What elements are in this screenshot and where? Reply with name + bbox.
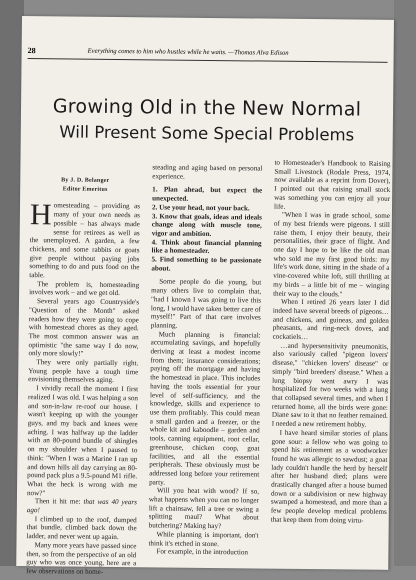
paragraph: I vividly recall the moment I first realized I was old. I was helping a son and son-in-law re-roof our house. I wasn't keeping up with the younger guys, and my back and knees were aching. I was halfway up the ladder with an 80-pound bundle of shingles on my shoulder when I paused to think: "When I was a Marine I ran up and down hills all day carrying an 80-pound pack plus a 9.5-pound M1 rifle. What the heck is wrong with me now?" xyxy=(26,384,139,497)
paragraph: While planning is important, don't think it's etched in stone. xyxy=(148,530,259,548)
paragraph xyxy=(27,497,137,516)
paragraph: Much planning is financial: accumulating savings, and hopefully deriving at least a modest income from them; insurance considerations; paying off the mortgage and having the homestead in place. This includes having the tools essential for your level of self-sufficiency, and the knowledge, skills and experience to use them profitably. This could mean a small garden and a freezer, or the whole kit and kaboodle – garden and tools, canning equipment, root cellar, greenhouse, chicken coop, goat facilities, and all the essential peripherals. These obviously must be addressed long before your retirement party. xyxy=(149,330,261,487)
column-3 xyxy=(271,159,391,526)
page-number: 28 xyxy=(27,46,36,56)
paragraph: "When I was in grade school, some of my best friends were pigeons. I still raise them, I enjoy their beauty, their personalities, their grace of flight. And one day I hope to be like the old man who sold me my first good birds: my life's work done, sitting in the shade of a vine-covered white loft, still thrilling at my birds – a little bit of me – winging their way to the clouds." xyxy=(273,210,390,298)
paragraph: I climbed up to the roof, dumped that bundle, climbed back down the ladder, and never went up again. xyxy=(26,514,137,542)
byline-role: Editor Emeritus xyxy=(62,186,108,193)
paragraph-text: Then it hit me: xyxy=(34,497,84,506)
paragraph: They were only partially right. Young people have a tough time envisioning themselves aging. xyxy=(28,358,139,385)
paragraph: For example, in the introduction xyxy=(156,547,249,557)
drop-cap: H xyxy=(29,198,52,232)
paragraph xyxy=(29,198,141,281)
header-quote: Everything comes to him who hustles while he waits. —Thomas Alva Edison xyxy=(87,47,289,57)
byline xyxy=(30,176,140,195)
background-right xyxy=(394,0,416,566)
paragraph: Will you heat with wood? If so, what happens when you can no longer lift a chainsaw, fell a tree or swing a splitting maul? What about butchering? Making hay? xyxy=(148,486,260,531)
paragraph: Several years ago Countryside's "Question of the Month" asked readers how they were going to cope with homestead chores as they aged. The most common answer was an optimistic "the same way I do now, only more slowly!" xyxy=(28,297,140,359)
list-item: 5. Find something to be passionate about. xyxy=(151,255,262,273)
paragraph: steading and aging based on personal experience. xyxy=(152,163,263,181)
magazine-page xyxy=(16,16,394,576)
title-line-1: Growing Old in the New Normal xyxy=(52,95,362,121)
paragraph: The problem is, homesteading involves work – and we get old. xyxy=(29,279,140,298)
paragraph: Many more years have passed since then, so from the perspective of an old guy who was once young, here are a few observations on home- xyxy=(26,540,137,576)
list-item: 2. Use your head, not your back. xyxy=(151,203,250,213)
paragraph: When I retired 26 years later I did indeed have several breeds of pigeons… and chickens, and guineas, and golden pheasants, and ring-neck doves, and cockatiels… xyxy=(272,297,390,342)
emphasis-text: that was 40 years ago! xyxy=(26,497,137,515)
column-1 xyxy=(26,176,140,577)
paragraph: …and hypersensitivity pneumonitis, also variously called "pigeon lovers' disease," "chicken lovers' disease" or simply "bird breeders' disease." When a lung biopsy went awry I was hospitalized for two weeks with a lung that collapsed several times, and when I returned home, all the birds were gone: Diane saw to it that no feather remained. I needed a new retirement hobby. xyxy=(271,341,389,429)
paragraph-text: omesteading – providing as many of your own needs as possible – has always made sense for retirees as well as the unemployed. A garden, a few chickens, and some rabbits or goats give people without paying jobs something to do and puts food on the table. xyxy=(29,201,141,280)
list-item: 3. Know that goals, ideas and ideals change along with muscle tone, vigor and ambition. xyxy=(151,211,262,238)
byline-author: By J. D. Belanger xyxy=(61,177,110,184)
article-title xyxy=(33,94,382,148)
paragraph: Some people do die young, but many others live to complain that, "had I known I was going to live this long, I would have taken better care of myself!" Part of that care involves planning. xyxy=(150,277,262,330)
column-2 xyxy=(148,163,262,557)
paragraph: I have heard similar stories of plans gone sour: a fellow who was going to spend his retirement as a woodworker found he was allergic to sawdust; a goat lady couldn't handle the herd by herself after her husband died; plans were drastically changed after a house burned down or a subdivision or new highway swamped a homestead, and more than a few people develop medical problems that keep them from doing virtu- xyxy=(270,428,388,525)
title-line-2: Will Present Some Special Problems xyxy=(59,122,355,145)
paragraph: to Homesteader's Handbook to Raising Small Livestock (Rodale Press, 1974, now available as a reprint from Dover), I pointed out that raising small stock was something you can enjoy all your life. xyxy=(273,158,391,211)
list-item: 1. Plan ahead, but expect the unexpected. xyxy=(152,185,263,203)
list-item: 4. Think about financial planning like a homesteader. xyxy=(151,237,262,256)
